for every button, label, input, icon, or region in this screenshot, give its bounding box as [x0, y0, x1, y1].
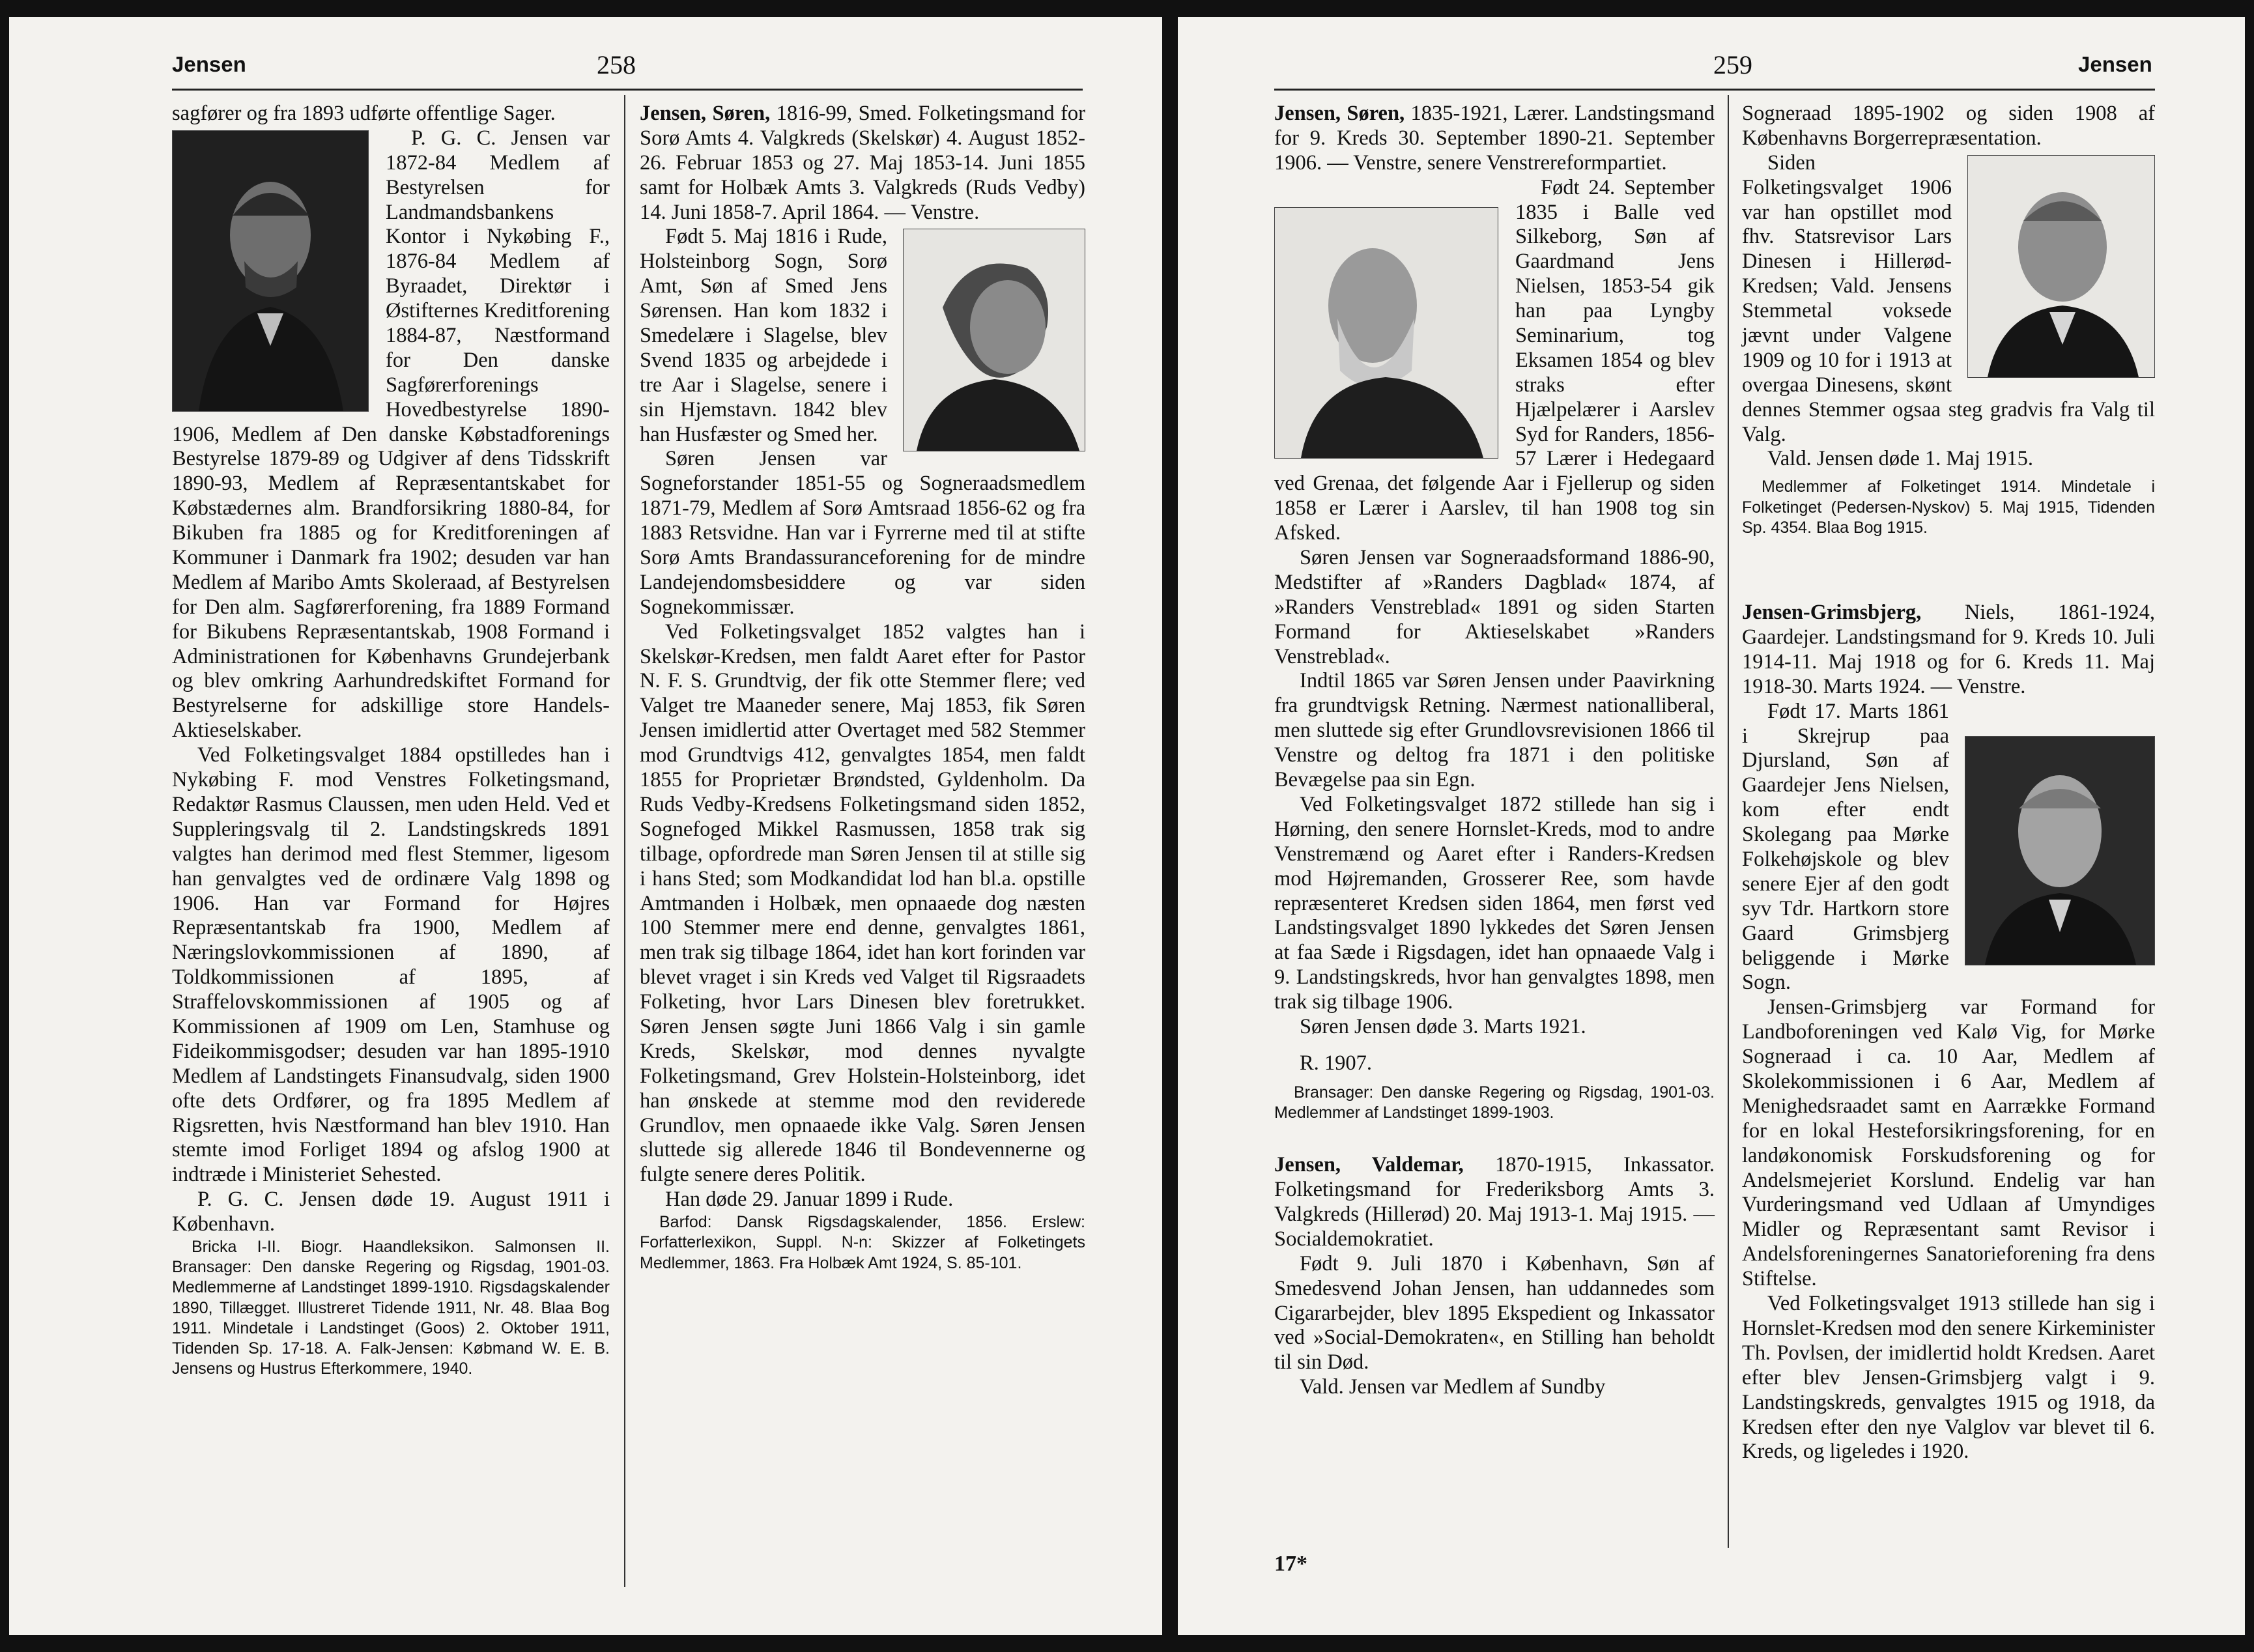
paragraph: P. G. C. Jensen døde 19. August 1911 i København. [172, 1188, 610, 1236]
portrait-photo-soren-jensen-1816 [903, 229, 1085, 451]
right-page [1178, 17, 2245, 1635]
entry-name: Jensen, Søren, [1274, 102, 1405, 125]
page-number: 258 [597, 50, 636, 79]
entry-name: Jensen-Grimsbjerg, [1742, 601, 1922, 625]
paragraph: Ved Folketingsvalget 1852 valgtes han i Skelskør-Kredsen, men faldt Aaret efter for Pastor N. F. S. Grundtvig, der fik otte Stemmer flere; ved Valget tre Maaneder senere, Maj 1853, fik Søren Jensen imidlertid atter Overtaget med 582 Stemmer mod Grundtvigs 412, genvalgtes 1854, men faldt 1855 for Proprietær Brøndsted, Gyldenholm. Da Ruds Vedby-Kredsens Folketingsmand siden 1852, Sognefoged Mikkel Rasmussen, 1858 trak sig tilbage, opfordrede man Søren Jensen til at stille sig i hans Sted; som Modkandidat lod han bl.a. opstille Amtmanden i Holbæk, men opnaaede dog næsten 100 Stemmer mere end denne, genvalgtes 1861, men trak sig tilbage 1864, idet han kort forinden var blevet vraget i sin Kreds ved Valget til Rigsraadets Folketing, hvor Lars Dinesen blev foretrukket. Søren Jensen søgte Juni 1866 Valg i sin gamle Kreds, Skelskør, mod dennes nyvalgte Folketingsmand, Grev Holstein-Holsteinborg, idet han ønskede at stemme mod den reviderede Grundlov, men opnaaede ikke Valg. Søren Jensen sluttede sig allerede 1846 til Bondevennerne og fulgte senere deres Politik. [640, 620, 1085, 1187]
left-column-1 [172, 102, 610, 1380]
right-column-2 [1742, 102, 2155, 1464]
sources: Bransager: Den danske Regering og Rigsdag, 1901-03. Medlemmer af Landstinget 1899-1903. [1274, 1083, 1715, 1122]
paragraph: Søren Jensen døde 3. Marts 1921. [1300, 1014, 1586, 1038]
paragraph: Indtil 1865 var Søren Jensen under Paavirkning fra grundtvigsk Retning. Nærmest nationalliberal, men sluttede sig efter Grundlovsrevisionen 1866 til Venstre og deltog fra 1871 i den politiske Bevægelse paa sin Egn. [1274, 669, 1715, 792]
left-page [9, 17, 1162, 1635]
column-rule [624, 95, 625, 1587]
entry-head: Jensen, Søren, 1835-1921, Lærer. Landstingsmand for 9. Kreds 30. September 1890-21. September 1906. — Venstre, senere Venstrereformpartiet. [1274, 102, 1715, 175]
entry-name: Jensen, Søren, [640, 102, 771, 125]
paragraph: Sogneraad 1895-1902 og siden 1908 af Københavns Borgerrepræsentation. [1742, 102, 2155, 150]
entry-head: Jensen, Valdemar, 1870-1915, Inkassator. Folketingsmand for Frederiksborg Amts 3. Valgkreds (Hillerød) 20. Maj 1913-1. Maj 1915. — Socialdemokratiet. [1274, 1153, 1715, 1251]
paragraph: Født 5. Maj 1816 i Rude, Holsteinborg Sogn, Sorø Amt, Søn af Smed Jens Sørensen. Han kom 1832 i Smedelære i Slagelse, blev Svend 1835 og arbejdede i tre Aar i Slagelse, senere i sin Hjemstavn. 1842 blev han Husfæster og Smed her. [640, 225, 1085, 447]
portrait-photo-pgc-jensen [172, 130, 369, 412]
header-rule [1274, 89, 2155, 91]
running-head: Jensen [2078, 52, 2152, 76]
paragraph: Vald. Jensen var Medlem af Sundby [1300, 1375, 1606, 1399]
paragraph: Siden Folketingsvalget 1906 var han opstillet mod fhv. Statsrevisor Lars Dinesen i Hillerød-Kredsen; Vald. Jensens Stemmetal voksede jævnt under Valgene 1909 og 10 for i 1913 at overgaa Dinesens, skønt dennes Stemmer ogsaa steg gradvis fra Valg til Valg. [1742, 150, 2155, 446]
paragraph: Født 9. Juli 1870 i København, Søn af Smedesvend Johan Jensen, han uddannedes som Cigararbejder, blev 1895 Ekspedient og Inkassator ved »Social-Demokraten«, en Stilling han beholdt til sin Død. [1274, 1251, 1715, 1374]
paragraph: Søren Jensen var Sogneraadsformand 1886-90, Medstifter af »Randers Dagblad« 1874, af »Randers Venstreblad« 1891 og siden Starten Formand for Aktieselskabet »Randers Venstreblad«. [1274, 546, 1715, 668]
paragraph: Ved Folketingsvalget 1913 stillede han sig i Hornslet-Kredsen mod den senere Kirkeminister Th. Povlsen, der imidlertid holdt Kredsen. Aaret efter blev Jensen-Grimsbjerg valgt i 9. Landstingskreds, genvalgtes 1915 og 1918, da Kredsen efter den nye Valglov var blevet til 6. Kreds, og ligeledes i 1920. [1742, 1292, 2155, 1464]
paragraph: R. 1907. [1300, 1051, 1373, 1075]
sources: Medlemmer af Folketinget 1914. Mindetale i Folketinget (Pedersen-Nyskov) 5. Maj 1915, Tidenden Sp. 4354. Blaa Bog 1915. [1742, 477, 2155, 537]
right-column-1 [1274, 102, 1715, 1400]
paragraph: Ved Folketingsvalget 1884 opstilledes han i Nykøbing F. mod Venstres Folketingsmand, Redaktør Rasmus Claussen, men uden Held. Ved et Suppleringsvalg til 2. Landstingskreds 1891 valgtes han derimod med flest Stemmer, ligesom han genvalgtes ved de ordinære Valg 1898 og 1906. Han var Formand for Højres Repræsentantskab fra 1900, Medlem af Næringslovkommissionen af 1890, af Toldkommissionen af 1895, af Straffelovskommissionen af 1905 og af Kommissionen af 1909 om Len, Stamhuse og Fideikommisgodser; desuden var han 1895-1910 Medlem af Landstingets Finansudvalg, siden 1900 ofte dets Ordfører, og fra 1895 Medlem af Rigsretten, hvis Næstformand han blev 1910. Han stemte imod Forliget 1894 og afslog 1900 at indtræde i Ministeriet Sehested. [172, 743, 610, 1187]
running-head: Jensen [172, 52, 246, 76]
folio-mark: 17* [1274, 1552, 1307, 1576]
header-rule [172, 89, 1083, 91]
paragraph: sagfører og fra 1893 udførte offentlige Sager. [172, 102, 556, 125]
paragraph [172, 126, 610, 743]
paragraph: Født 24. September 1835 i Balle ved Silkeborg, Søn af Gaardmand Jens Nielsen, 1853-54 gik han paa Lyngby Seminarium, tog Eksamen 1854 og blev straks efter Hjælpelærer i Aarslev Syd for Randers, 1856-57 Lærer i Hedegaard ved Grenaa, det følgende Aar i Fjellerup og siden 1858 er Lærer i Aarslev, til han 1908 tog sin Afsked. [1274, 175, 1715, 545]
portrait-photo-jensen-grimsbjerg [1965, 736, 2155, 965]
paragraph: Født 17. Marts 1861 i Skrejrup paa Djursland, Søn af Gaardejer Jens Nielsen, kom efter endt Skolegang paa Mørke Folkehøjskole og blev senere Ejer af den godt syv Tdr. Hartkorn store Gaard Grimsbjerg beliggende i Mørke Sogn. [1742, 700, 2155, 996]
left-column-2 [640, 102, 1085, 1274]
entry-head: Jensen, Søren, 1816-99, Smed. Folketingsmand for Sorø Amts 4. Valgkreds (Skelskør) 4. August 1852-26. Februar 1853 og 27. Maj 1853-14. Juni 1855 samt for Holbæk Amts 3. Valgkreds (Ruds Vedby) 14. Juni 1858-7. April 1864. — Venstre. [640, 102, 1085, 224]
entry-head: Jensen-Grimsbjerg, Niels, 1861-1924, Gaardejer. Landstingsmand for 9. Kreds 10. Juli 1914-11. Maj 1918 og for 6. Kreds 11. Maj 1918-30. Marts 1924. — Venstre. [1742, 601, 2155, 698]
paragraph: Ved Folketingsvalget 1872 stillede han sig i Hørning, den senere Hornslet-Kreds, mod to andre Venstremænd og Aaret efter i Randers-Kredsen mod Højremanden, Grosserer Ree, som havde repræsenteret Kredsen siden 1864, men først ved Landstingsvalget 1890 lykkedes det Søren Jensen at faa Sæde i Rigsdagen, idet han opnaaede Valg i 9. Landstingskreds, hvor han genvalgtes 1898, men trak sig tilbage 1906. [1274, 792, 1715, 1014]
page-number: 259 [1713, 50, 1752, 79]
sources: Bricka I-II. Biogr. Haandleksikon. Salmonsen II. Bransager: Den danske Regering og Rigsdag, 1901-03. Medlemmerne af Landstinget 1899-1910. Rigsdagskalender 1890, Tillægget. Illustreret Tidende 1911, Nr. 48. Blaa Bog 1911. Mindetale i Landstinget (Goos) 2. Oktober 1911, Tidenden Sp. 17-18. A. Falk-Jensen: Købmand W. E. B. Jensens og Hustrus Efterkommere, 1940. [172, 1237, 610, 1378]
paragraph: Vald. Jensen døde 1. Maj 1915. [1767, 447, 2033, 471]
paragraph: Jensen-Grimsbjerg var Formand for Landboforeningen ved Kalø Vig, for Mørke Sogneraad i ca. 10 Aar, Medlem af Skolekommissionen i 6 Aar, Medlem af Menighedsraadet samt en Aarrække Formand for en lokal Hesteforsikringsforening, for en landøkonomisk Forskudsforening og for Andelsmejeriet Korslund. Endelig var han Vurderingsmand ved Udlaan af Umyndiges Midler og Repræsentant samt Revisor i Andelsforeningernes Sanatorieforening fra dens Stiftelse. [1742, 995, 2155, 1291]
portrait-photo-soren-jensen-1835 [1274, 207, 1498, 459]
column-rule [1728, 95, 1729, 1548]
paragraph: Han døde 29. Januar 1899 i Rude. [665, 1188, 954, 1212]
paragraph-text: P. G. C. Jensen var 1872-84 Medlem af Bestyrelsen for Landmandsbankens Kontor i Nykøbing F., 1876-84 Medlem af Byraadet, Direktør i Østifternes Kreditforening 1884-87, Næstformand for Den danske Sagførerforenings Hovedbestyrelse 1890-1906, Medlem af Den danske Købstadforenings Bestyrelse 1879-89 og Udgiver af dens Tidsskrift 1890-93, Medlem af Repræsentantskabet for Købstædernes alm. Brandforsikring 1880-84, for Bikuben fra 1885 og for Kreditforeningen af Kommuner i Danmark fra 1902; desuden var han Medlem af Maribo Amts Skoleraad, af Bestyrelsen for Den alm. Sagførerforening, fra 1889 Formand for Bikubens Repræsentantskab, 1908 Formand i Administrationen for Københavns Grundejerbank og blev omkring Aarhundredskiftet Formand for Bestyrelserne for adskillige store Handels-Aktieselskaber. [172, 126, 610, 743]
sources: Barfod: Dansk Rigsdagskalender, 1856. Erslew: Forfatterlexikon, Suppl. N-n: Skizzer af Folketingets Medlemmer, 1863. Fra Holbæk Amt 1924, S. 85-101. [640, 1213, 1085, 1272]
portrait-photo-valdemar-jensen [1967, 155, 2155, 378]
entry-name: Jensen, Valdemar, [1274, 1153, 1464, 1177]
paragraph: Søren Jensen var Sogneforstander 1851-55 og Sogneraadsmedlem 1871-79, Medlem af Sorø Amtsraad 1856-62 og fra 1883 Retsvidne. Han var i Fyrrerne med til at stifte Sorø Amts Brandassuranceforening for de mindre Landejendomsbesiddere og var siden Sognekommissær. [640, 447, 1085, 619]
